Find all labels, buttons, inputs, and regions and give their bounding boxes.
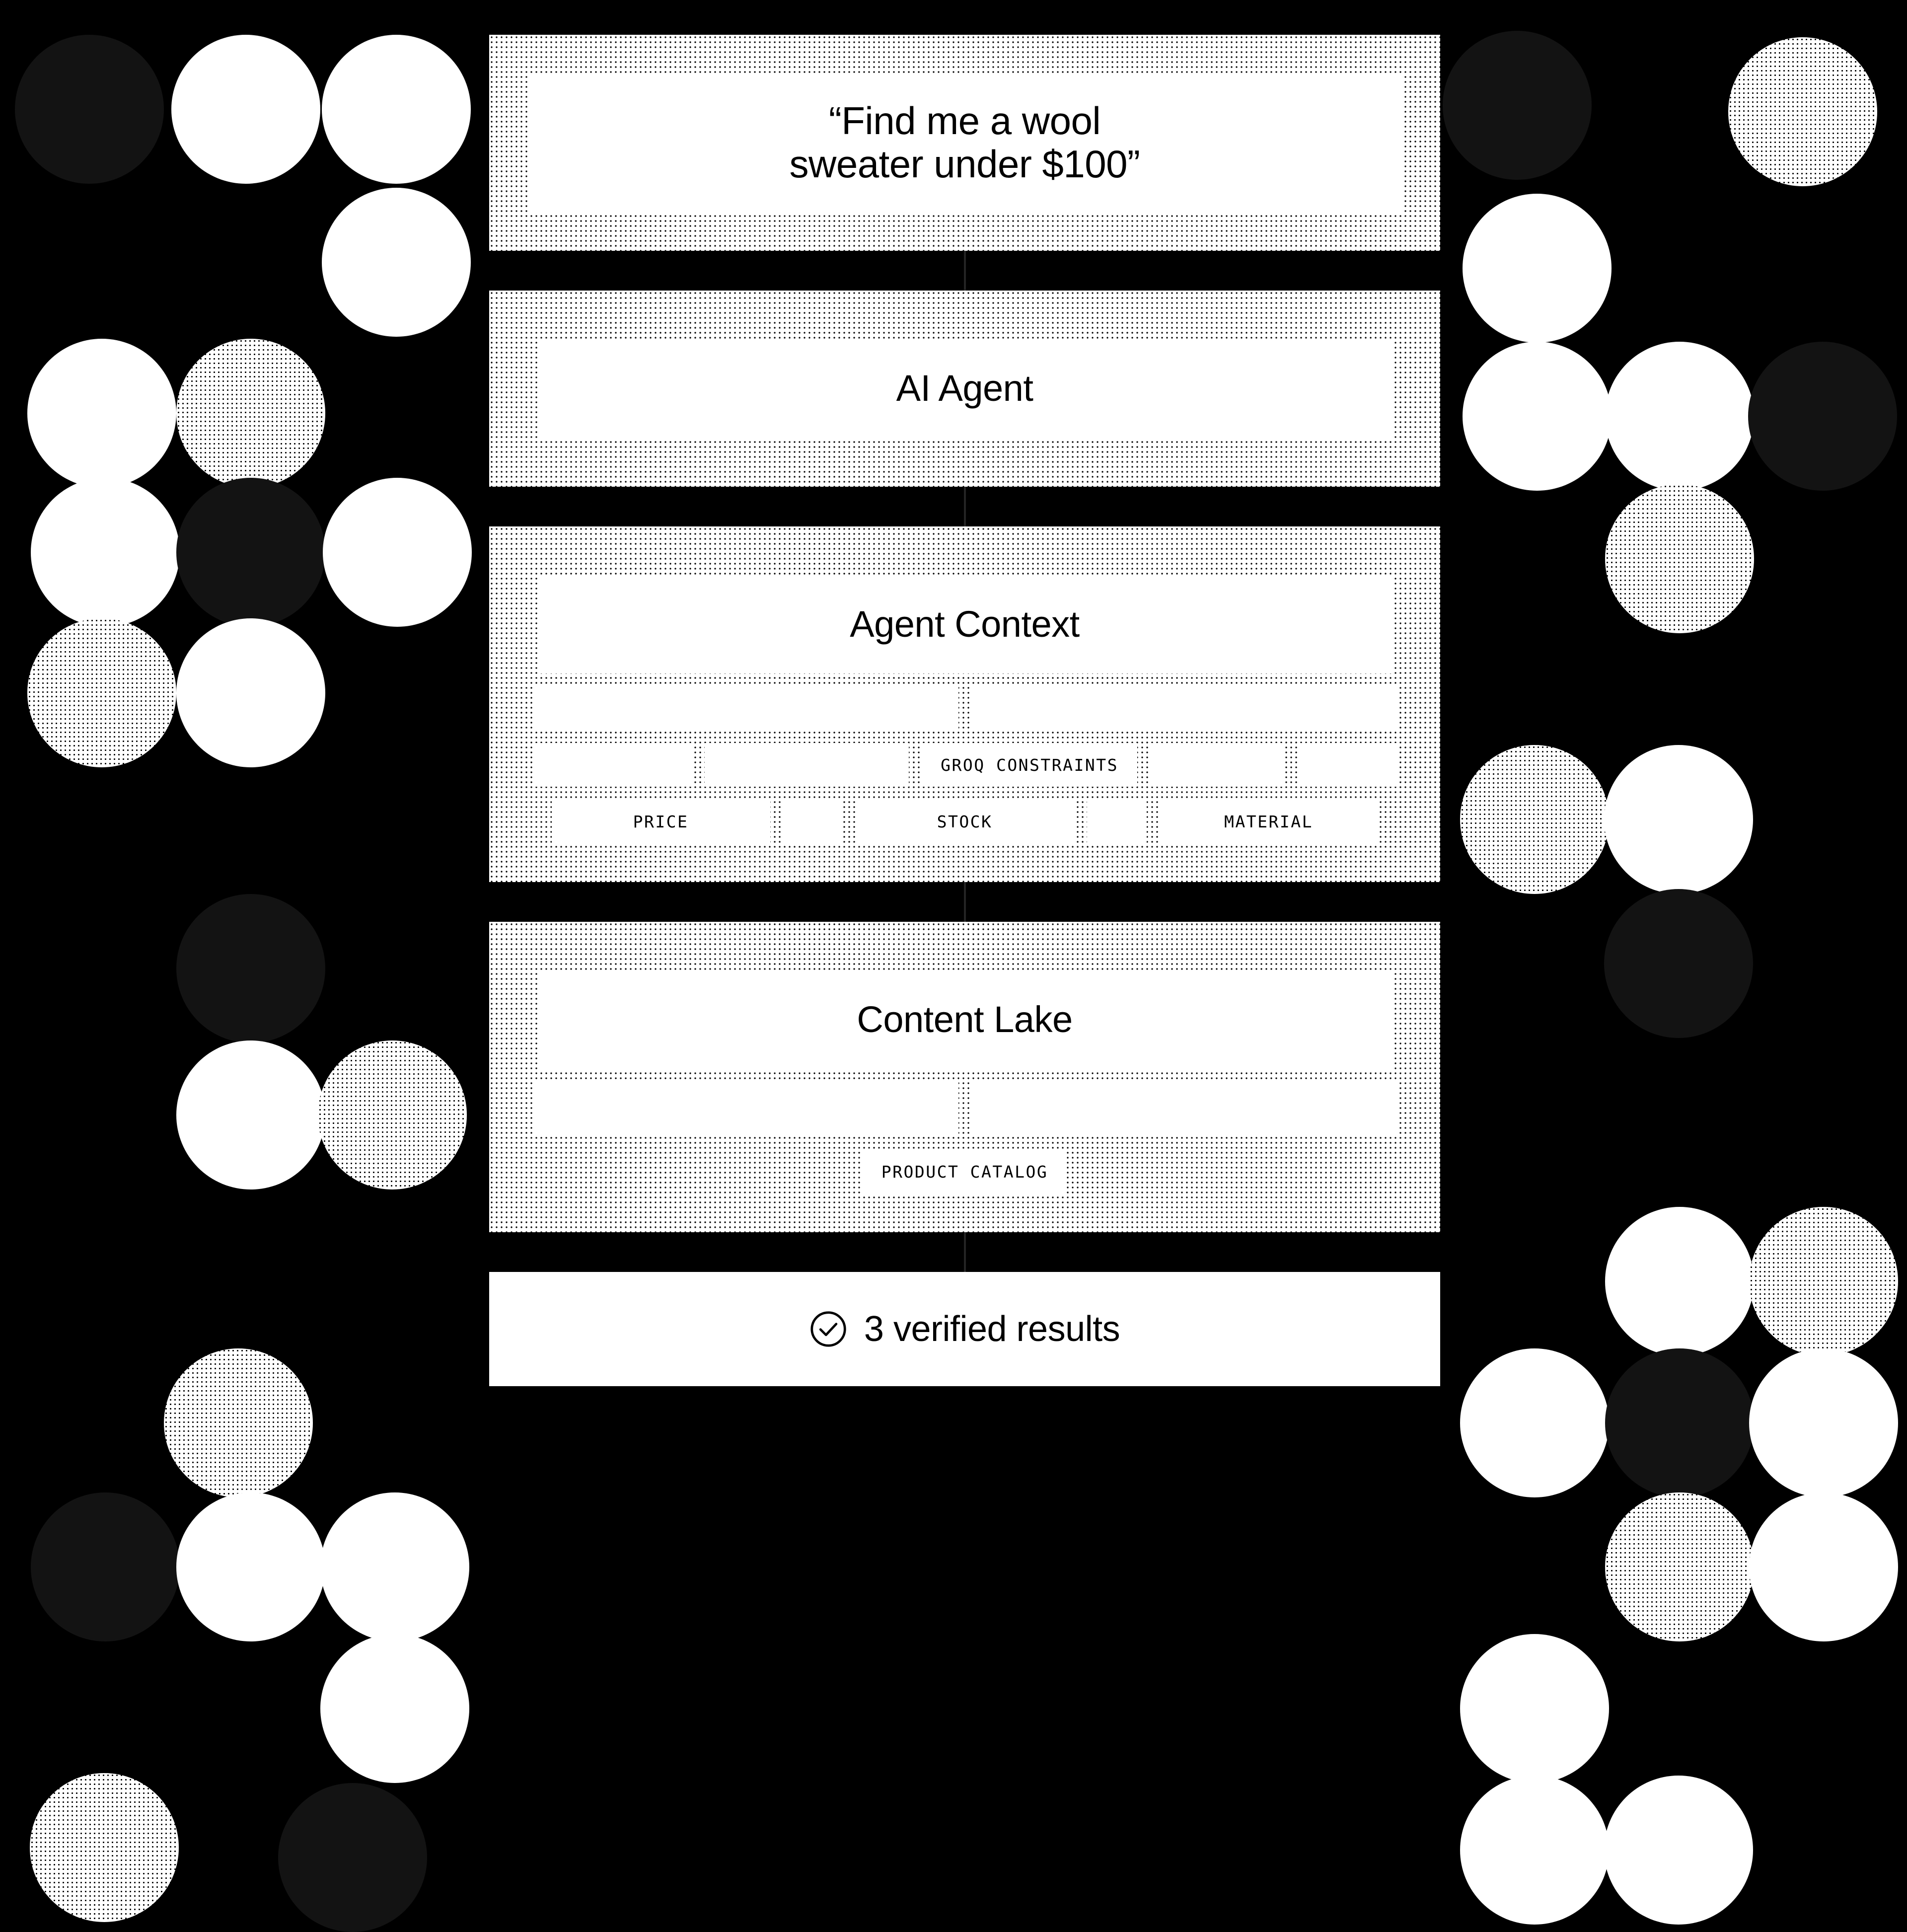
ai-agent-panel — [489, 291, 1440, 487]
decorative-circle — [1604, 1776, 1753, 1925]
prompt-panel — [489, 35, 1440, 251]
result-label: 3 verified results — [864, 1309, 1120, 1349]
decorative-circle — [1748, 342, 1897, 491]
chip-blank — [971, 686, 1397, 730]
chip-blank — [1087, 800, 1147, 843]
decorative-circle — [1605, 342, 1754, 491]
decorative-circle — [1604, 745, 1753, 894]
decorative-circle — [1443, 31, 1592, 180]
decorative-circle — [320, 1492, 469, 1641]
decorative-circle — [27, 339, 176, 488]
connector-context-to-lake — [489, 882, 1440, 922]
check-circle-icon — [809, 1310, 847, 1348]
chip-blank — [705, 743, 909, 787]
decorative-circle — [1604, 889, 1753, 1038]
agent-context-chip-grid — [533, 686, 1396, 843]
prompt-text — [528, 74, 1401, 212]
decorative-circle — [176, 618, 325, 767]
decorative-circle — [318, 1040, 467, 1189]
prompt-line-1: “Find me a wool — [828, 99, 1101, 143]
chip-row — [533, 1082, 1396, 1137]
decorative-circle — [1605, 484, 1754, 633]
chip-blank — [533, 686, 958, 730]
connector-agent-to-context — [489, 487, 1440, 526]
decorative-circle — [176, 339, 325, 488]
decorative-circle — [278, 1783, 427, 1932]
content-lake-panel — [489, 922, 1440, 1232]
decorative-circle — [1728, 37, 1877, 186]
decorative-circle — [1749, 1348, 1898, 1497]
decorative-circle — [1749, 1492, 1898, 1641]
decorative-circle — [31, 478, 180, 627]
constraint-chip-price[interactable]: PRICE — [552, 800, 770, 843]
prompt-line-2: sweater under $100” — [789, 142, 1140, 186]
decorative-circle — [30, 1773, 179, 1922]
decorative-circle — [176, 894, 325, 1043]
groq-constraints-chip[interactable]: GROQ CONSTRAINTS — [922, 743, 1137, 787]
decorative-circle — [322, 35, 471, 184]
chip-row — [533, 800, 1396, 843]
chip-blank — [1297, 743, 1396, 787]
decorative-circle — [1460, 745, 1609, 894]
decorative-circle — [1463, 342, 1612, 491]
decorative-circle — [176, 478, 325, 627]
decorative-circle — [1605, 1207, 1754, 1356]
connector-prompt-to-agent — [489, 251, 1440, 291]
chip-blank — [783, 800, 843, 843]
chip-blank — [1150, 743, 1284, 787]
decorative-circle — [323, 478, 472, 627]
chip-row — [533, 743, 1396, 787]
decorative-circle — [1460, 1776, 1609, 1925]
decorative-circle — [171, 35, 320, 184]
decorative-circle — [1749, 1207, 1898, 1356]
agent-context-panel — [489, 526, 1440, 883]
decorative-circle — [27, 618, 176, 767]
decorative-circle — [1605, 1492, 1754, 1641]
ai-agent-label: AI Agent — [538, 339, 1392, 438]
decorative-circle — [164, 1348, 313, 1497]
chip-blank — [533, 743, 692, 787]
decorative-circle — [176, 1492, 325, 1641]
constraint-chip-stock[interactable]: STOCK — [856, 800, 1074, 843]
decorative-circle — [1460, 1634, 1609, 1783]
result-bar — [489, 1272, 1440, 1386]
decorative-circle — [1605, 1348, 1754, 1497]
decorative-circle — [1460, 1348, 1609, 1497]
content-lake-chip-grid — [533, 1082, 1396, 1193]
decorative-circle — [1463, 194, 1612, 343]
chip-row — [533, 686, 1396, 730]
constraint-chip-material[interactable]: MATERIAL — [1160, 800, 1378, 843]
decorative-circle — [176, 1040, 325, 1189]
decorative-circle — [31, 1492, 180, 1641]
content-lake-label: Content Lake — [538, 970, 1392, 1069]
decorative-circle — [322, 188, 471, 337]
connector-lake-to-result — [489, 1232, 1440, 1272]
decorative-circle — [15, 35, 164, 184]
agent-context-label: Agent Context — [538, 575, 1392, 674]
chip-blank — [971, 1082, 1397, 1137]
decorative-circle — [320, 1634, 469, 1783]
chip-blank — [533, 1082, 958, 1137]
flow-diagram — [489, 35, 1440, 1386]
chip-row — [533, 1150, 1396, 1193]
product-catalog-chip[interactable]: PRODUCT CATALOG — [863, 1150, 1067, 1193]
